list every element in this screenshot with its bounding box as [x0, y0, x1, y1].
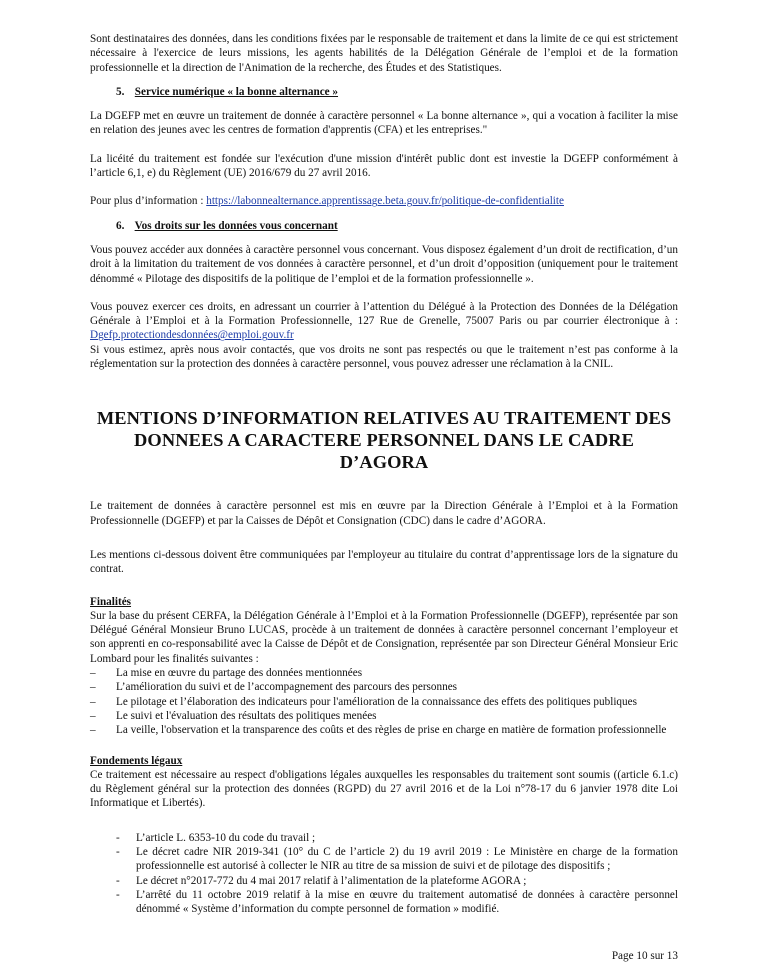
privacy-policy-link[interactable]: https://labonnealternance.apprentissage.beta.gouv.fr/politique-de-confidentialite	[206, 195, 564, 208]
dash-marker: –	[90, 695, 96, 708]
mentions-paragraph-1: Le traitement de données à caractère personnel est mis en œuvre par la Direction Générale à l’Emploi et à la Formation Professionnelle (DGEFP) et par la Caisses de Dépôt et Consignation (CDC) dans le cadre d’AGORA.	[90, 500, 678, 527]
mentions-title-line-2: DONNEES A CARACTERE PERSONNEL DANS LE CADRE D’AGORA	[134, 430, 634, 473]
list-item: – Le pilotage et l’élaboration des indicateurs pour l'amélioration de la connaissance des effets des politiques publiques	[90, 695, 637, 708]
more-info-line	[90, 194, 678, 208]
list-item: - Le décret n°2017-772 du 4 mai 2017 relatif à l’alimentation de la plateforme AGORA ;	[116, 874, 527, 887]
dash-marker: -	[116, 845, 120, 858]
fondements-heading: Fondements légaux	[90, 754, 183, 767]
list-item: – Le suivi et l'évaluation des résultats des politiques menées	[90, 709, 377, 722]
document-page	[90, 32, 678, 916]
list-item: - L’article L. 6353-10 du code du travail ;	[116, 831, 316, 844]
dpo-email-link[interactable]: Dgefp.protectiondesdonnées@emploi.gouv.fr	[90, 329, 294, 342]
section-5-paragraph-1: La DGEFP met en œuvre un traitement de donnée à caractère personnel « La bonne alternance », qui a vocation à faciliter la mise en relation des jeunes avec les centres de formation d'apprentis (CFA) et les entreprises."	[90, 110, 678, 137]
dash-marker: –	[90, 724, 96, 737]
list-item: - Le décret cadre NIR 2019-341 (10° du C de l’article 2) du 19 avril 2019 : Le Ministère en charge de la formation professionnelle est autorisé à collecter le NIR au titre de sa mission de suivi et de pilotage des dispositifs ;	[116, 845, 678, 873]
fondements-intro: Ce traitement est nécessaire au respect d'obligations légales auxquelles les responsables du traitement sont soumis ((article 6.1.c) du Règlement général sur la protection des données (RGPD) du 27 avril 2016 et de la Loi n°78-17 du 6 janvier 1978 dite Loi Informatique et Libertés).	[90, 768, 678, 810]
section-6-title: Vos droits sur les données vous concernant	[134, 219, 338, 232]
list-item: – La mise en œuvre du partage des données mentionnées	[90, 667, 363, 680]
more-info-prefix: Pour plus d’information :	[90, 195, 207, 208]
fondements-list	[90, 831, 678, 917]
dash-marker: -	[116, 831, 120, 844]
mentions-paragraph-2: Les mentions ci-dessous doivent être communiquées par l'employeur au titulaire du contrat d’apprentissage lors de la signature du contrat.	[90, 548, 678, 576]
dash-marker: –	[90, 709, 96, 722]
section-5-heading	[116, 85, 678, 99]
finalites-intro: Sur la base du présent CERFA, la Délégation Générale à l’Emploi et à la Formation Professionnelle (DGEFP), représentée par son Délégué Général Monsieur Bruno LUCAS, procède à un traitement de données à caractère personnel concernant l’employeur et son apprenti en co-responsabilité avec la Caisse de Dépôt et de Consignation, représentée par son Directeur Général Monsieur Eric Lombard pour les finalités suivantes :	[90, 609, 678, 665]
list-item: - L’arrêté du 11 octobre 2019 relatif à la mise en œuvre du traitement automatisé de données à caractère personnel dénommé « Système d’information du compte personnel de formation » modifié.	[116, 888, 678, 916]
section-5-number: 5.	[116, 85, 125, 98]
section-6-paragraph-1: Vous pouvez accéder aux données à caractère personnel vous concernant. Vous disposez également d’un droit de rectification, d’un droit à la limitation du traitement de vos données à caractère personnel, et d’un droit d’opposition (uniquement pour le traitement dénommé « Pilotage des dispositifs de la politique de l’emploi et de la formation professionnelle ».	[90, 243, 678, 285]
page-number: Page 10 sur 13	[611, 950, 678, 962]
finalites-list	[90, 666, 678, 737]
section-5-paragraph-2: La licéité du traitement est fondée sur l'exécution d'une mission d'intérêt public dont est investie la DGEFP conformément à l’article 6,1, e) du Règlement (UE) 2016/679 du 27 avril 2016.	[90, 152, 678, 180]
list-item: – La veille, l'observation et la transparence des coûts et des règles de prise en charge en matière de formation professionnelle	[90, 724, 667, 737]
section-6-number: 6.	[116, 219, 125, 232]
section-5-title: Service numérique « la bonne alternance »	[134, 85, 339, 98]
dash-marker: -	[116, 874, 120, 887]
list-item: – L’amélioration du suivi et de l’accompagnement des parcours des personnes	[90, 681, 458, 694]
section-6-paragraph-3: Si vous estimez, après nous avoir contactés, que vos droits ne sont pas respectés ou que le traitement n’est pas conforme à la réglementation sur la protection des données à caractère personnel, vous pouvez adresser une réclamation à la CNIL.	[90, 343, 678, 371]
finalites-heading: Finalités	[90, 595, 132, 608]
dash-marker: –	[90, 681, 96, 694]
recipients-paragraph: Sont destinataires des données, dans les conditions fixées par le responsable de traitement et dans la limite de ce qui est strictement nécessaire à l'exercice de leurs missions, les agents habilités de la Délégation Générale de l’emploi et de la formation professionnelle et la direction de l'Animation de la recherche, des Études et des Statistiques.	[90, 33, 678, 74]
dash-marker: -	[116, 888, 120, 901]
section-6-heading	[116, 219, 678, 233]
section-6-contact-text: Vous pouvez exercer ces droits, en adressant un courrier à l’attention du Délégué à la Protection des Données de la Délégation Générale à l’Emploi et à la Formation Professionnelle, 127 Rue de Grenelle, 75007 Paris ou par courrier électronique à :	[90, 300, 678, 328]
dash-marker: –	[90, 667, 96, 680]
mentions-title-line-1: MENTIONS D’INFORMATION RELATIVES AU TRAITEMENT DES	[96, 408, 672, 429]
section-6-paragraph-2	[90, 300, 678, 343]
